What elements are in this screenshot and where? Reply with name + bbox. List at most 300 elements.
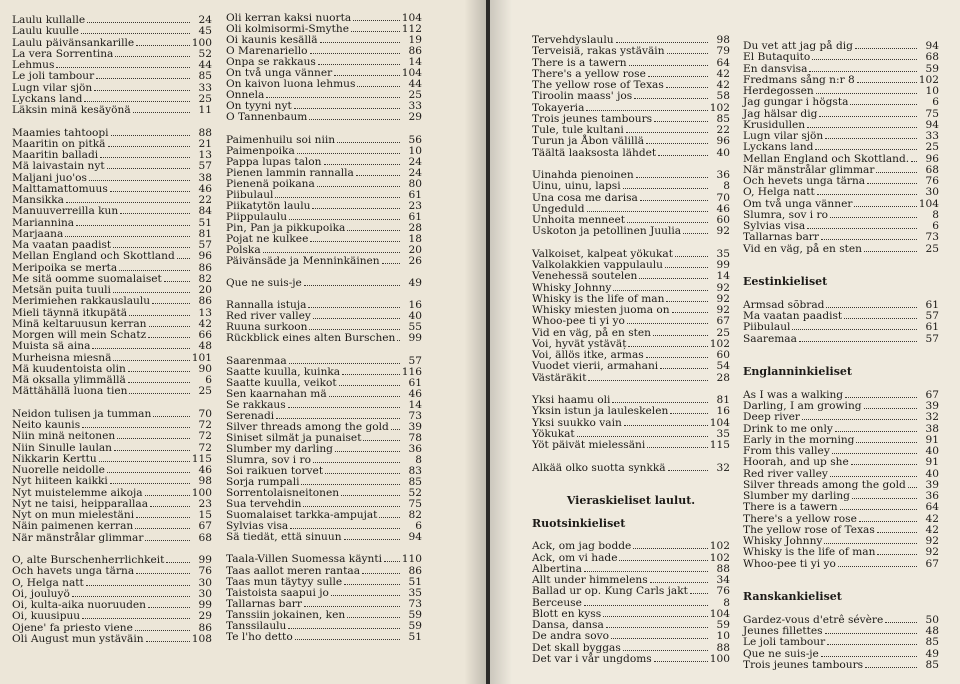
page-number: 44 <box>408 78 422 91</box>
song-title: Le joli tambour <box>743 636 826 649</box>
index-entry <box>532 360 730 371</box>
song-title: Maamies tahtoopi <box>12 126 109 139</box>
index-entry <box>532 304 730 315</box>
index-entry <box>226 587 422 598</box>
right-page-column-2 <box>743 40 939 684</box>
dot-leader <box>855 40 917 49</box>
song-title: Venehessä soutelen <box>532 270 638 283</box>
song-title: Maaritin on pitkä <box>12 137 106 150</box>
dot-leader <box>821 231 917 240</box>
dot-leader <box>76 217 190 226</box>
dot-leader <box>120 205 190 214</box>
page-number: 36 <box>716 169 730 181</box>
index-entry <box>12 430 212 441</box>
page-number: 14 <box>408 398 422 411</box>
song-title: Maljani juo'os <box>12 171 87 184</box>
dot-leader <box>666 293 708 302</box>
page-number: 72 <box>198 441 212 454</box>
song-title: O, Helga natt <box>12 576 84 589</box>
song-title: Neidon tulisen ja tumman <box>12 407 152 420</box>
index-entry <box>12 442 212 453</box>
index-entry <box>226 211 422 222</box>
dot-leader <box>152 295 190 304</box>
index-entry <box>743 321 939 332</box>
song-title: There is a tawern <box>743 501 838 514</box>
song-title: La vera Sorrentina <box>12 47 114 60</box>
index-entry <box>532 225 730 236</box>
page-number: 99 <box>716 259 730 271</box>
page-number: 61 <box>925 321 939 334</box>
index-entry <box>12 509 212 520</box>
page-number: 104 <box>918 197 939 210</box>
index-entry <box>226 167 422 178</box>
index-entry <box>12 374 212 385</box>
song-title: Sua tervehdin <box>226 498 302 511</box>
dot-leader <box>665 259 708 268</box>
index-entry <box>532 552 730 563</box>
page-number: 51 <box>408 630 422 643</box>
index-entry <box>12 82 212 93</box>
dot-leader <box>683 225 708 234</box>
dot-leader <box>289 211 400 220</box>
dot-leader <box>145 532 190 541</box>
index-entry <box>532 372 730 383</box>
page-number: 92 <box>716 225 730 238</box>
dot-leader <box>325 465 400 474</box>
page-number: 112 <box>401 23 422 36</box>
dot-leader <box>72 588 190 597</box>
dot-leader <box>347 222 400 231</box>
page-number: 6 <box>932 96 939 109</box>
page-number: 36 <box>408 442 422 455</box>
dot-leader <box>128 363 190 372</box>
index-entry <box>743 63 939 74</box>
index-entry <box>226 321 422 332</box>
song-title: De andra sovo <box>532 630 609 643</box>
dot-leader <box>301 476 400 485</box>
song-title: Whoo-pee ti yi yo <box>743 557 836 570</box>
index-entry <box>226 454 422 465</box>
song-title: Whisky miesten juoma on <box>532 304 670 316</box>
song-title: Laulu kullalle <box>12 14 86 26</box>
song-title: Blott en kyss <box>532 607 602 620</box>
dot-leader <box>166 554 190 563</box>
page-number: 86 <box>198 295 212 308</box>
song-title: Hoorah, and up she <box>743 456 849 469</box>
dot-leader <box>263 244 400 253</box>
index-entry <box>226 299 422 310</box>
dot-leader <box>89 172 190 181</box>
page-number: 6 <box>932 220 939 232</box>
song-title: Nuorelle neidolle <box>12 464 105 476</box>
page-number: 104 <box>401 67 422 80</box>
dot-leader <box>136 509 190 518</box>
page-number: 30 <box>925 186 939 199</box>
song-title: Du vet att jag på dig <box>743 40 853 52</box>
index-entry <box>743 434 939 445</box>
right-page <box>490 0 960 684</box>
dot-leader <box>288 399 400 408</box>
song-title: Nyt muistelemme aikoja <box>12 486 143 499</box>
index-entry <box>12 262 212 273</box>
page-number: 42 <box>925 512 939 525</box>
index-entry <box>532 439 730 450</box>
page-number: 91 <box>925 456 939 469</box>
page-number: 100 <box>709 652 730 665</box>
song-title: Trois jeunes tambours <box>743 658 864 671</box>
song-title: On två unga vänner <box>226 67 333 80</box>
index-entry <box>532 417 730 428</box>
page-number: 67 <box>716 315 730 328</box>
song-title: Och havets unga tärna <box>12 565 135 578</box>
dot-leader <box>802 411 917 420</box>
index-entry <box>532 462 730 473</box>
song-title: Paimenpoika <box>226 144 295 157</box>
song-title: Muista sä aina <box>12 340 91 353</box>
index-entry <box>226 421 422 432</box>
index-entry <box>226 45 422 56</box>
song-title: Tervehdyslaulu <box>532 34 614 46</box>
song-title: Slumra, sov i ro <box>743 208 828 221</box>
song-title: Päivänsäde ja Menninkäinen <box>226 255 380 268</box>
index-entry <box>226 145 422 156</box>
dot-leader <box>309 321 400 330</box>
song-title: Gardez-vous d'etrê sévère <box>743 613 884 626</box>
index-entry <box>226 111 422 122</box>
song-title: Lyckans land <box>743 141 814 154</box>
dot-leader <box>812 51 917 60</box>
index-entry <box>532 653 730 664</box>
dot-leader <box>153 408 190 417</box>
page-number: 39 <box>408 420 422 433</box>
song-title: Le joli tambour <box>12 70 95 83</box>
index-entry <box>532 214 730 225</box>
dot-leader <box>108 138 191 147</box>
song-title: Sen kaarnahan mä <box>226 387 327 400</box>
page-number: 96 <box>198 250 212 263</box>
index-entry <box>12 284 212 295</box>
page-number: 35 <box>408 586 422 599</box>
song-title: O Marenariello <box>226 45 308 58</box>
dot-leader <box>129 385 190 394</box>
dot-leader <box>113 239 190 248</box>
section-heading: Vieraskieliset laulut. <box>566 494 696 508</box>
song-title: Trois jeunes tambours <box>532 112 653 125</box>
song-title: Det skall byggas <box>532 641 621 654</box>
index-entry <box>226 277 422 288</box>
page-number: 25 <box>716 326 730 339</box>
section-heading: Ruotsinkieliset <box>532 516 626 530</box>
page-number: 60 <box>716 214 730 226</box>
page-number: 25 <box>198 385 212 398</box>
page-number: 42 <box>716 67 730 80</box>
index-entry <box>743 299 939 310</box>
dot-leader <box>845 389 917 398</box>
song-title: Dansa, dansa <box>532 619 604 631</box>
song-title: Niin Sinulle laulan <box>12 441 112 454</box>
gutter-shadow <box>464 0 486 684</box>
page-number: 25 <box>925 242 939 255</box>
page-number: 59 <box>408 619 422 632</box>
page-number: 16 <box>408 299 422 312</box>
index-entry <box>226 23 422 34</box>
index-entry <box>12 149 212 160</box>
dot-leader <box>129 307 190 316</box>
index-entry <box>12 205 212 216</box>
index-entry <box>12 59 212 70</box>
index-entry <box>226 178 422 189</box>
page-number: 108 <box>191 632 212 645</box>
index-entry <box>12 217 212 228</box>
dot-leader <box>148 329 190 338</box>
index-entry <box>743 546 939 557</box>
dot-leader <box>835 423 917 432</box>
song-title: Metsän puita tuuli <box>12 284 111 296</box>
dot-leader <box>313 454 400 463</box>
page-number: 57 <box>925 310 939 322</box>
index-entry <box>532 113 730 124</box>
dot-leader <box>312 200 400 209</box>
page-number: 10 <box>716 630 730 643</box>
song-title: Voi, ällös itke, armas <box>532 349 644 361</box>
page-number: 44 <box>198 59 212 71</box>
dot-leader <box>627 315 708 324</box>
dot-leader <box>318 56 400 65</box>
index-entry <box>532 428 730 439</box>
index-entry <box>12 498 212 509</box>
dot-leader <box>648 68 708 77</box>
dot-leader <box>666 79 708 88</box>
song-title: O, Helga natt <box>743 186 815 199</box>
index-entry <box>226 476 422 487</box>
dot-leader <box>117 430 190 439</box>
index-entry <box>743 445 939 456</box>
song-title: Oi, jouluyö <box>12 587 70 600</box>
index-entry <box>743 389 939 400</box>
index-entry <box>12 487 212 498</box>
index-entry <box>532 135 730 146</box>
song-title: Ojene' fa priesto viene <box>12 621 133 634</box>
page-number: 8 <box>415 454 422 466</box>
index-entry <box>12 453 212 464</box>
dot-leader <box>114 442 190 451</box>
index-entry <box>532 585 730 596</box>
index-entry <box>226 332 422 343</box>
page-number: 51 <box>198 216 212 229</box>
index-entry <box>226 377 422 388</box>
page-number: 67 <box>198 520 212 533</box>
song-title: Lyckans land <box>12 92 83 105</box>
dot-leader <box>799 333 917 342</box>
song-title: Mariannina <box>12 216 75 229</box>
song-title: As I was a walking <box>743 388 844 401</box>
song-title: Una cosa me darisa <box>532 191 638 204</box>
song-title: Uinu, uinu, lapsi <box>532 180 621 193</box>
dot-leader <box>844 310 917 319</box>
page-number: 102 <box>918 73 939 86</box>
dot-leader <box>639 270 708 279</box>
dot-leader <box>587 203 708 212</box>
dot-leader <box>342 366 400 375</box>
dot-leader <box>146 633 190 642</box>
index-entry <box>12 599 212 610</box>
song-title: Piippulaulu <box>226 210 288 223</box>
index-entry <box>743 524 939 535</box>
dot-leader <box>584 597 708 606</box>
song-title: Yksin istun ja lauleskelen <box>532 405 669 418</box>
dot-leader <box>347 609 400 618</box>
index-entry <box>12 385 212 396</box>
dot-leader <box>344 576 400 585</box>
page-number: 85 <box>925 658 939 671</box>
song-title: Drink to me only <box>743 422 833 435</box>
index-entry <box>532 57 730 68</box>
page-number: 48 <box>198 340 212 353</box>
song-title: Soi raikuen torvet <box>226 465 324 478</box>
index-entry <box>226 609 422 620</box>
dot-leader <box>877 524 917 533</box>
page-number: 94 <box>408 531 422 544</box>
page-number: 102 <box>709 337 730 350</box>
dot-leader <box>288 620 400 629</box>
index-entry <box>743 85 939 96</box>
section-heading: Eestinkieliset <box>743 275 828 289</box>
dot-leader <box>107 160 190 169</box>
page-number: 24 <box>408 155 422 168</box>
dot-leader <box>107 464 190 473</box>
dot-leader <box>817 186 917 195</box>
song-title: Slumber my darling <box>226 442 333 455</box>
index-entry <box>743 51 939 62</box>
page-number: 80 <box>408 177 422 190</box>
song-title: Que ne suis-je <box>743 647 819 660</box>
index-entry <box>743 220 939 231</box>
page-number: 85 <box>925 636 939 649</box>
dot-leader <box>145 487 190 496</box>
dot-leader <box>623 180 708 189</box>
dot-leader <box>830 209 917 218</box>
dot-leader <box>612 394 708 403</box>
page-number: 99 <box>408 332 422 345</box>
page-number: 94 <box>925 40 939 52</box>
song-title: Taas mun täytyy sulle <box>226 575 343 588</box>
dot-leader <box>690 585 708 594</box>
page-number: 91 <box>925 433 939 446</box>
index-entry <box>226 310 422 321</box>
index-entry <box>226 498 422 509</box>
dot-leader <box>110 475 190 484</box>
index-entry <box>532 619 730 630</box>
page-number: 72 <box>198 430 212 443</box>
page-number: 22 <box>716 124 730 136</box>
index-entry <box>12 633 212 644</box>
index-entry <box>12 93 212 104</box>
index-entry <box>12 610 212 621</box>
page-number: 86 <box>408 45 422 58</box>
index-entry <box>743 164 939 175</box>
page-number: 45 <box>198 25 212 38</box>
index-entry <box>226 12 422 23</box>
dot-leader <box>586 102 707 111</box>
dot-leader <box>633 540 707 549</box>
index-entry <box>226 565 422 576</box>
song-title: Pappa lupas talon <box>226 155 322 168</box>
dot-leader <box>876 164 917 173</box>
page-number: 64 <box>716 56 730 69</box>
page-number: 67 <box>925 388 939 401</box>
page-number: 81 <box>716 394 730 406</box>
page-number: 85 <box>408 476 422 489</box>
page-number: 102 <box>709 101 730 114</box>
index-entry <box>12 532 212 543</box>
song-title: Tanssilaulu <box>226 619 287 632</box>
page-number: 49 <box>408 277 422 290</box>
dot-leader <box>100 149 190 158</box>
page-number: 78 <box>408 431 422 444</box>
song-title: Västäräkit <box>532 371 587 384</box>
index-entry <box>226 465 422 476</box>
index-entry <box>226 200 422 211</box>
index-entry <box>226 244 422 255</box>
page-number: 79 <box>716 45 730 58</box>
page-number: 22 <box>198 194 212 206</box>
song-title: Niin minä neitonen <box>12 430 116 443</box>
gutter-shadow <box>490 0 512 684</box>
page-number: 83 <box>408 465 422 478</box>
song-title: Laulu kuulle <box>12 25 79 38</box>
song-title: Yksi suukko vain <box>532 416 622 429</box>
page-number: 33 <box>198 81 212 94</box>
page-number: 92 <box>925 535 939 547</box>
song-title: Uskoton ja petollinen Juulia <box>532 225 682 238</box>
dot-leader <box>668 462 708 471</box>
song-title: Minä keltaruusun kerran <box>12 317 147 330</box>
song-title: Slumber my darling <box>743 490 850 502</box>
page-number: 75 <box>925 107 939 120</box>
page-number: 96 <box>925 152 939 165</box>
song-title: O Tannenbaum <box>226 111 308 124</box>
dot-leader <box>827 636 917 645</box>
page-number: 66 <box>198 329 212 341</box>
page-number: 88 <box>716 562 730 575</box>
page-number: 70 <box>716 191 730 204</box>
index-entry <box>12 239 212 250</box>
dot-leader <box>331 587 400 596</box>
dot-leader <box>672 304 708 313</box>
dot-leader <box>626 124 708 133</box>
index-entry <box>12 464 212 475</box>
dot-leader <box>135 622 190 631</box>
index-entry <box>532 540 730 551</box>
page-number: 38 <box>925 422 939 435</box>
song-title: Piikatytön laulu <box>226 199 311 212</box>
index-entry <box>12 48 212 59</box>
index-entry <box>532 574 730 585</box>
index-entry <box>532 79 730 90</box>
song-title: Piibulaul <box>743 321 791 334</box>
page-number: 40 <box>716 146 730 159</box>
index-entry <box>226 67 422 78</box>
dot-leader <box>111 127 190 136</box>
index-entry <box>532 45 730 56</box>
dot-leader <box>634 90 708 99</box>
dot-leader <box>623 642 708 651</box>
dot-leader <box>379 509 400 518</box>
index-entry <box>226 432 422 443</box>
song-title: Saatte kuulla, kuinka <box>226 365 341 378</box>
song-title: Darling, I am growing <box>743 400 862 412</box>
song-title: Sä tiedät, että sinuun <box>226 531 342 544</box>
